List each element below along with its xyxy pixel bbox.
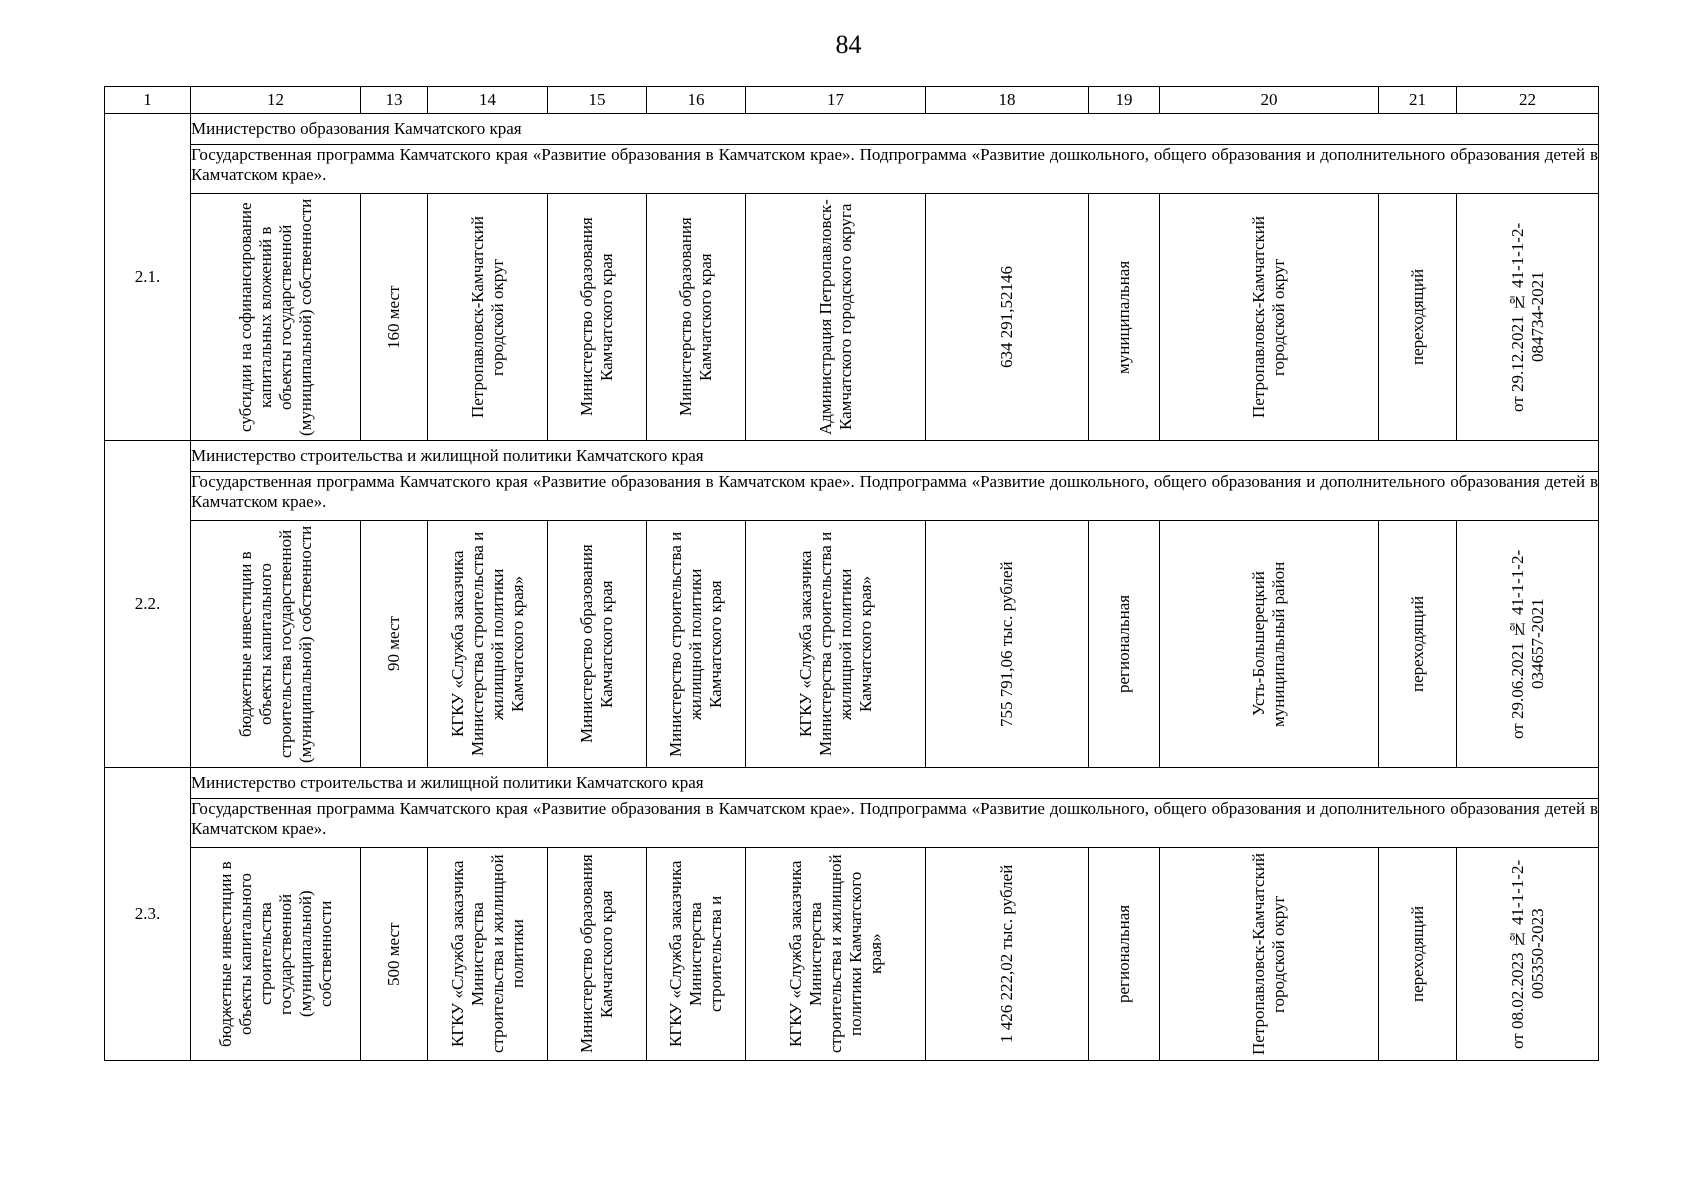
page-number: 84 — [835, 30, 862, 59]
cell-funding-type: бюджетные инвестиции в объекты капитального строительства государственной (муниципальной) собственности — [191, 521, 361, 768]
column-number-header-row — [105, 87, 1599, 114]
cell-ownership: региональная — [1089, 848, 1160, 1061]
cell-funding-type: бюджетные инвестиции в объекты капитального строительства государственной (муниципальной) собственности — [191, 848, 361, 1061]
cell-capacity: 500 мест — [361, 848, 428, 1061]
column-number: 18 — [926, 87, 1089, 114]
cell-customer: КГКУ «Служба заказчика Министерства строительства и жилищной политики Камчатского края» — [746, 848, 926, 1061]
cell-location: Петропавловск-Камчатский городской округ — [428, 194, 548, 441]
program-row — [105, 472, 1599, 521]
table-row — [105, 194, 1599, 441]
ministry-title-row — [105, 441, 1599, 472]
cell-responsible: Министерство образования Камчатского края — [548, 194, 647, 441]
column-number: 14 — [428, 87, 548, 114]
cell-capacity: 90 мест — [361, 521, 428, 768]
program-description: Государственная программа Камчатского края «Развитие образования в Камчатском крае». Подпрограмма «Развитие дошкольного, общего образования и дополнительного образования детей в Камчатском крае». — [191, 799, 1599, 848]
document-table — [104, 86, 1599, 1061]
column-number: 22 — [1457, 87, 1599, 114]
program-description: Государственная программа Камчатского края «Развитие образования в Камчатском крае». Подпрограмма «Развитие дошкольного, общего образования и дополнительного образования детей в Камчатском крае». — [191, 472, 1599, 521]
cell-status: переходящий — [1379, 521, 1457, 768]
cell-municipality: Петропавловск-Камчатский городской округ — [1160, 848, 1379, 1061]
ministry-title: Министерство образования Камчатского края — [191, 114, 1599, 145]
column-number: 17 — [746, 87, 926, 114]
cell-customer: КГКУ «Служба заказчика Министерства строительства и жилищной политики Камчатского края» — [746, 521, 926, 768]
ministry-title-row — [105, 768, 1599, 799]
column-number: 21 — [1379, 87, 1457, 114]
cell-cost: 1 426 222,02 тыс. рублей — [926, 848, 1089, 1061]
cell-cost: 634 291,52146 — [926, 194, 1089, 441]
column-number: 15 — [548, 87, 647, 114]
cell-status: переходящий — [1379, 848, 1457, 1061]
column-number: 12 — [191, 87, 361, 114]
program-description: Государственная программа Камчатского края «Развитие образования в Камчатском крае». Подпрограмма «Развитие дошкольного, общего образования и дополнительного образования детей в Камчатском крае». — [191, 145, 1599, 194]
row-number: 2.1. — [105, 114, 191, 441]
cell-municipality: Усть-Большерецкий муниципальный район — [1160, 521, 1379, 768]
cell-ownership: региональная — [1089, 521, 1160, 768]
cell-responsible: Министерство образования Камчатского края — [548, 521, 647, 768]
cell-municipality: Петропавловск-Камчатский городской округ — [1160, 194, 1379, 441]
cell-document: от 08.02.2023 № 41-1-1-2-005350-2023 — [1457, 848, 1599, 1061]
table-row — [105, 521, 1599, 768]
cell-customer: Администрация Петропавловск-Камчатского городского округа — [746, 194, 926, 441]
cell-capacity: 160 мест — [361, 194, 428, 441]
program-row — [105, 145, 1599, 194]
ministry-title-row — [105, 114, 1599, 145]
cell-responsible: Министерство образования Камчатского края — [548, 848, 647, 1061]
column-number: 16 — [647, 87, 746, 114]
cell-document: от 29.06.2021 № 41-1-1-2-034657-2021 — [1457, 521, 1599, 768]
row-number: 2.2. — [105, 441, 191, 768]
cell-manager: КГКУ «Служба заказчика Министерства строительства и — [647, 848, 746, 1061]
cell-location: КГКУ «Служба заказчика Министерства строительства и жилищной политики — [428, 848, 548, 1061]
ministry-title: Министерство строительства и жилищной политики Камчатского края — [191, 441, 1599, 472]
column-number: 13 — [361, 87, 428, 114]
row-number: 2.3. — [105, 768, 191, 1061]
cell-ownership: муниципальная — [1089, 194, 1160, 441]
cell-cost: 755 791,06 тыс. рублей — [926, 521, 1089, 768]
column-number: 20 — [1160, 87, 1379, 114]
cell-status: переходящий — [1379, 194, 1457, 441]
program-row — [105, 799, 1599, 848]
table-row — [105, 848, 1599, 1061]
cell-manager: Министерство строительства и жилищной политики Камчатского края — [647, 521, 746, 768]
column-number: 1 — [105, 87, 191, 114]
cell-document: от 29.12.2021 № 41-1-1-2-084734-2021 — [1457, 194, 1599, 441]
ministry-title: Министерство строительства и жилищной политики Камчатского края — [191, 768, 1599, 799]
cell-manager: Министерство образования Камчатского края — [647, 194, 746, 441]
cell-funding-type: субсидии на софинансирование капитальных вложений в объекты государственной (муниципальной) собственности — [191, 194, 361, 441]
cell-location: КГКУ «Служба заказчика Министерства строительства и жилищной политики Камчатского края» — [428, 521, 548, 768]
column-number: 19 — [1089, 87, 1160, 114]
